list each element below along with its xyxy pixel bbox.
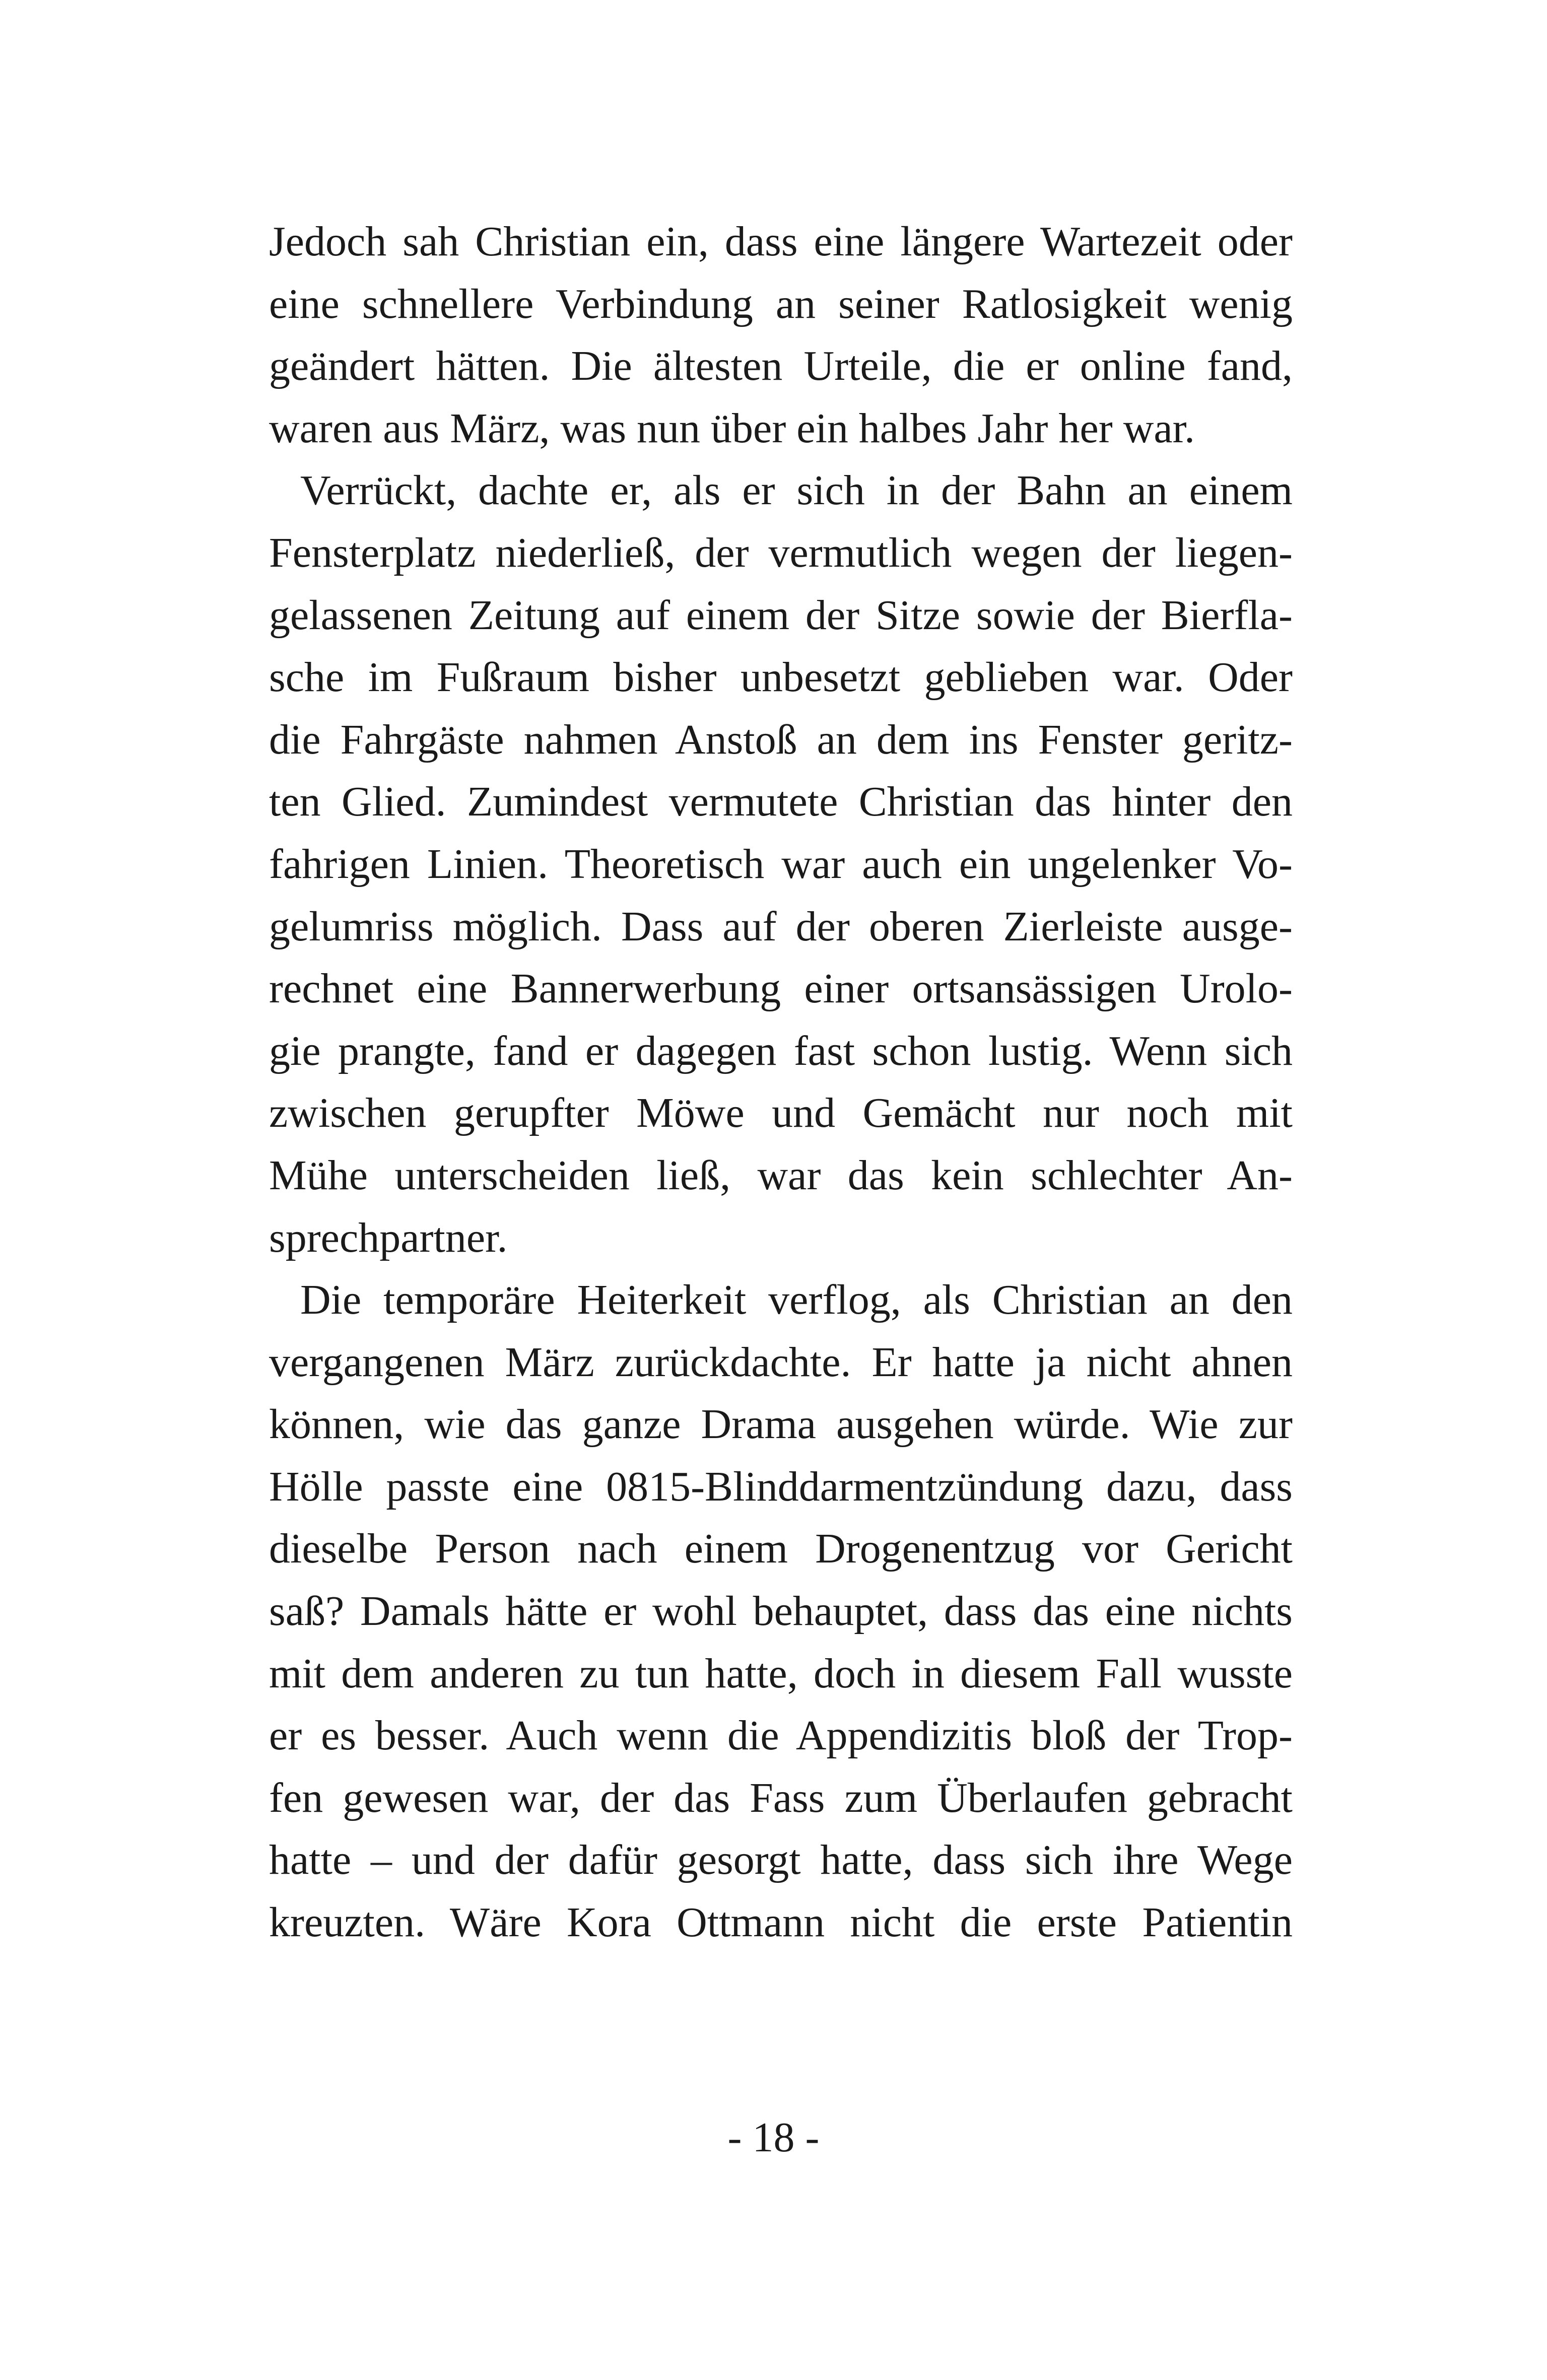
text-line: rechnet eine Bannerwerbung einer ortsansässigen Urolo- [269,965,1293,1012]
text-line: sprechpartner. [269,1214,508,1261]
text-line: fahrigen Linien. Theoretisch war auch ein ungelenker Vo- [269,840,1293,888]
body-text [269,211,1293,1954]
text-line: können, wie das ganze Drama ausgehen würde. Wie zur [269,1401,1293,1448]
text-line: mit dem anderen zu tun hatte, doch in diesem Fall wusste [269,1650,1293,1697]
text-line: sche im Fußraum bisher unbesetzt geblieben war. Oder [269,654,1293,701]
paragraph [269,1269,1293,1954]
text-line: gelumriss möglich. Dass auf der oberen Zierleiste ausge- [269,903,1293,950]
text-line: kreuzten. Wäre Kora Ottmann nicht die erste Patientin [269,1899,1293,1946]
text-line: dieselbe Person nach einem Drogenentzug vor Gericht [269,1525,1293,1573]
text-line: Mühe unterscheiden ließ, war das kein schlechter An- [269,1151,1293,1199]
text-line: hatte – und der dafür gesorgt hatte, dass sich ihre Wege [269,1837,1293,1884]
text-line: Jedoch sah Christian ein, dass eine längere Wartezeit oder [269,218,1293,265]
text-line: Hölle passte eine 0815-Blinddarmentzündung dazu, dass [269,1463,1293,1510]
text-line: Verrückt, dachte er, als er sich in der Bahn an einem [300,467,1293,514]
text-line: gie prangte, fand er dagegen fast schon lustig. Wenn sich [269,1027,1293,1074]
text-line: Fensterplatz niederließ, der vermutlich wegen der liegen- [269,529,1293,576]
text-line: er es besser. Auch wenn die Appendizitis bloß der Trop- [269,1712,1293,1759]
paragraph [269,211,1293,459]
text-line: gelassenen Zeitung auf einem der Sitze sowie der Bierfla- [269,591,1293,639]
text-line: waren aus März, was nun über ein halbes Jahr her war. [269,404,1195,452]
text-line: vergangenen März zurückdachte. Er hatte ja nicht ahnen [269,1338,1293,1386]
text-line: fen gewesen war, der das Fass zum Überlaufen gebracht [269,1774,1293,1821]
text-line: geändert hätten. Die ältesten Urteile, die er online fand, [269,343,1293,390]
text-line: eine schnellere Verbindung an seiner Ratlosigkeit wenig [269,280,1293,327]
text-line: saß? Damals hätte er wohl behauptet, dass das eine nichts [269,1588,1293,1635]
text-line: Die temporäre Heiterkeit verflog, als Christian an den [300,1276,1293,1324]
text-line: zwischen gerupfter Möwe und Gemächt nur noch mit [269,1090,1293,1137]
text-line: die Fahrgäste nahmen Anstoß an dem ins Fenster geritz- [269,716,1293,763]
page-number: - 18 - [727,2114,820,2161]
paragraph [269,459,1293,1269]
text-line: ten Glied. Zumindest vermutete Christian das hinter den [269,778,1293,826]
